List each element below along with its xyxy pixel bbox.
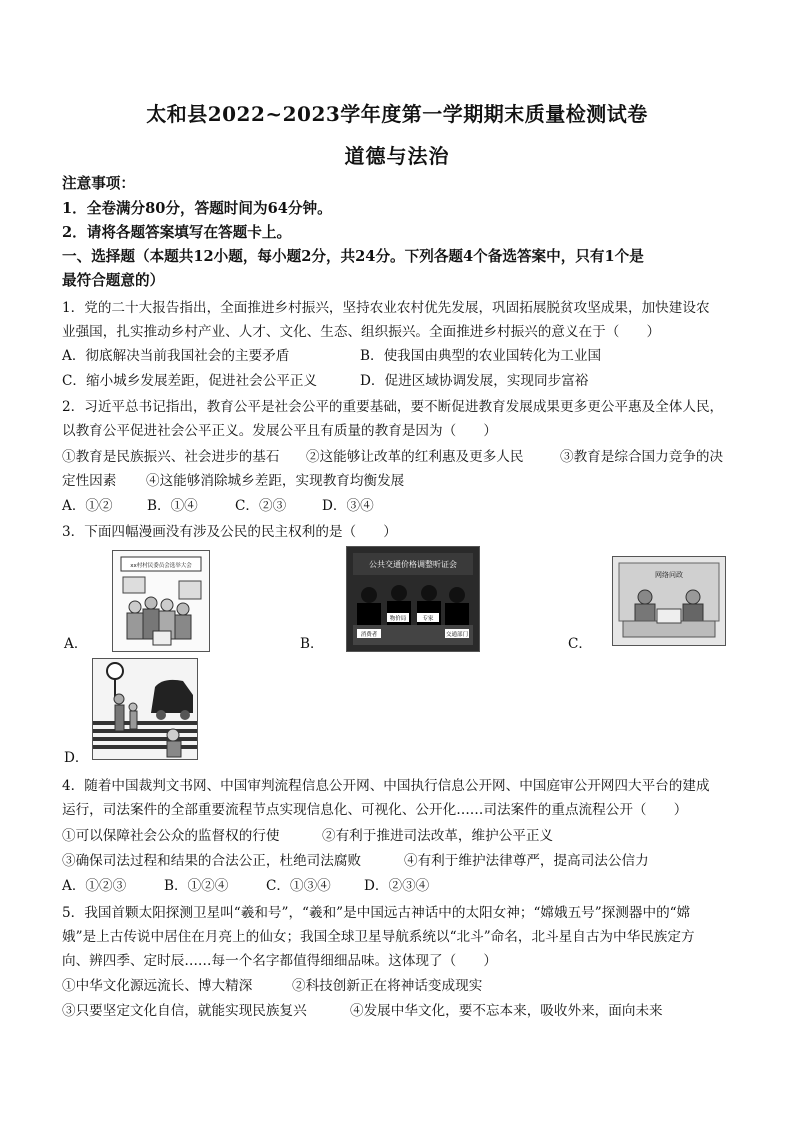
q1-option-d: D．促进区域协调发展，实现同步富裕 [360, 373, 589, 389]
pic-c-caption: 网络问政 [655, 571, 683, 579]
cartoon-online-inquiry [612, 556, 726, 646]
q5-statement-3: ③只要坚定文化自信，就能实现民族复兴 [62, 1003, 307, 1019]
q1-stem-cont: 业强国，扎实推动乡村产业、人才、文化、生态、组织振兴。全面推进乡村振兴的意义在于（ ） [62, 324, 661, 340]
pic-b-tag-3: 专家 [422, 616, 434, 622]
q5-statement-2: ②科技创新正在将神话变成现实 [292, 978, 483, 994]
q3-label-a: A． [64, 636, 88, 652]
q1-option-b: B．使我国由典型的农业国转化为工业国 [360, 348, 602, 364]
q5-stem-cont-2: 向、辨四季、定时辰……每一个名字都值得细细品味。这体现了（ ） [62, 953, 497, 969]
q2-option-c: C．②③ [235, 498, 287, 514]
exam-subject: 道德与法治 [344, 144, 450, 168]
q2-statement-2: ②这能够让改革的红利惠及更多人民 [306, 449, 524, 465]
q2-stem: 2．习近平总书记指出，教育公平是社会公平的重要基础，要不断促进教育发展成果更多更公平惠及全体人民， [62, 399, 724, 415]
q4-statement-4: ④有利于维护法律尊严，提高司法公信力 [404, 853, 649, 869]
pic-a-caption: xx村村民委员会选举大会 [130, 563, 192, 569]
q4-option-d: D．②③④ [364, 878, 430, 894]
cartoon-village-election [112, 550, 210, 652]
pic-b-tag-1: 消费者 [360, 632, 378, 638]
q4-option-c: C．①③④ [266, 878, 331, 894]
cartoon-price-hearing [346, 546, 480, 652]
pic-b-caption: 公共交通价格调整听证会 [369, 560, 457, 569]
pic-b-tag-4: 交通部门 [445, 632, 469, 638]
pic-b-tag-2: 物价局 [389, 616, 407, 622]
q4-statement-2: ②有利于推进司法改革，维护公平正义 [322, 828, 554, 844]
q4-stem: 4．随着中国裁判文书网、中国审判流程信息公开网、中国执行信息公开网、中国庭审公开网四大平台的建成 [62, 778, 710, 794]
q1-option-a: A．彻底解决当前我国社会的主要矛盾 [62, 348, 290, 364]
q5-statement-1: ①中华文化源远流长、博大精深 [62, 978, 253, 994]
q5-stem-cont: 娥”是上古传说中居住在月亮上的仙女；我国全球卫星导航系统以“北斗”命名，北斗星自古为中华民族定方 [62, 929, 695, 945]
q2-stem-cont: 以教育公平促进社会公平正义。发展公平且有质量的教育是因为（ ） [62, 423, 497, 439]
q4-option-a: A．①②③ [62, 878, 127, 894]
q4-stem-cont: 运行，司法案件的全部重要流程节点实现信息化、可视化、公开化……司法案件的重点流程公开（ ） [62, 802, 688, 818]
section-heading-cont: 最符合题意的） [62, 272, 165, 289]
q2-statement-3-cont: 定性因素 [62, 473, 117, 489]
q2-statement-1: ①教育是民族振兴、社会进步的基石 [62, 449, 280, 465]
notice-item-2: 2．请将各题答案填写在答题卡上。 [62, 224, 292, 241]
section-heading: 一、选择题（本题共12小题，每小题2分，共24分。下列各题4个备选答案中，只有1个是 [62, 248, 644, 265]
exam-title: 太和县2022~2023学年度第一学期期末质量检测试卷 [146, 102, 648, 126]
q4-option-b: B．①②④ [164, 878, 229, 894]
notice-item-1: 1．全卷满分80分，答题时间为64分钟。 [62, 200, 332, 217]
q5-stem: 5．我国首颗太阳探测卫星叫“羲和号”，“羲和”是中国远古神话中的太阳女神；“嫦娥五号”探测器中的“嫦 [62, 905, 691, 921]
q2-option-b: B．①④ [147, 498, 198, 514]
q3-label-b: B． [300, 636, 324, 652]
cartoon-zebra-crossing [92, 658, 198, 760]
q3-label-c: C． [568, 636, 592, 652]
q2-statement-3: ③教育是综合国力竞争的决 [560, 449, 724, 465]
q2-statement-4: ④这能够消除城乡差距，实现教育均衡发展 [146, 473, 405, 489]
q3-stem: 3．下面四幅漫画没有涉及公民的民主权利的是（ ） [62, 524, 397, 540]
notice-heading: 注意事项： [62, 175, 135, 192]
q3-label-d: D． [64, 750, 89, 766]
q5-statement-4: ④发展中华文化，要不忘本来，吸收外来，面向未来 [350, 1003, 663, 1019]
q1-option-c: C．缩小城乡发展差距，促进社会公平正义 [62, 373, 318, 389]
q2-option-d: D．③④ [322, 498, 374, 514]
q4-statement-3: ③确保司法过程和结果的合法公正，杜绝司法腐败 [62, 853, 362, 869]
q1-stem: 1．党的二十大报告指出，全面推进乡村振兴，坚持农业农村优先发展，巩固拓展脱贫攻坚成果，加快建设农 [62, 300, 710, 316]
q4-statement-1: ①可以保障社会公众的监督权的行使 [62, 828, 280, 844]
q2-option-a: A．①② [62, 498, 113, 514]
